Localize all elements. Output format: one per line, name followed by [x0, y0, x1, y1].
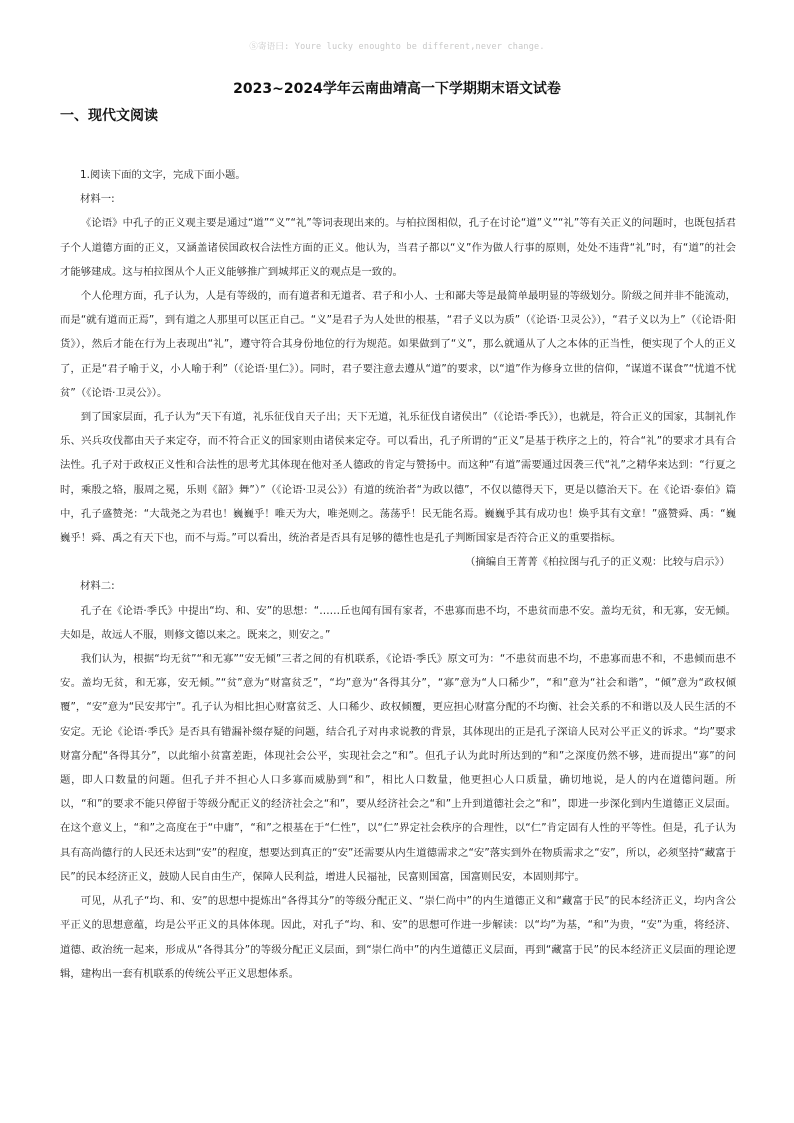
- paragraph: 个人伦理方面，孔子认为，人是有等级的，而有道者和无道者、君子和小人、士和鄙夫等是最简单最明显的等级划分。阶级之间并非不能流动，而是“就有道而正焉”，到有道之人那里可以匡正自己。“义”是君子为人处世的根基，“君子义以为质”（《论语·卫灵公》），“君子义以为上”（《论语·阳货》），然后才能在行为上表现出“礼”，遵守符合其身份地位的行为规范。如果做到了“义”，那么就通从了人之本体的正当性，便实现了个人的正义了，正是“君子喻于义，小人喻于利”（《论语·里仁》）。同时，君子要注意去遵从“道”的要求，以“道”作为修身立世的信仰，“谋道不谋食”“忧道不忧贫”（《论语·卫灵公》）。: [60, 290, 736, 399]
- material-label: 材料一:: [80, 193, 115, 206]
- material-label: 材料二:: [80, 580, 115, 593]
- paragraph: 可见，从孔子“均、和、安”的思想中提炼出“各得其分”的等级分配正义、“崇仁尚中”的内生道德正义和“藏富于民”的民本经济正义，均内含公平正义的思想意蕴，均是公平正义的具体体现。因此，对孔子“均、和、安”的思想可作进一步解读：以“均”为基，“和”为贵，“安”为重，将经济、道德、政治统一起来，形成从“各得其分”的等级分配正义层面，到“崇仁尚中”的内生道德正义层面，再到“藏富于民”的民本经济正义层面的理论逻辑，建构出一套有机联系的传统公平正义思想体系。: [60, 895, 736, 980]
- watermark-text: Ⓢ寄语曰: Youre lucky enoughto be different,never change.: [249, 42, 545, 52]
- source-citation: （摘编自王菁菁《柏拉图与孔子的正义观：比较与启示》）: [465, 556, 730, 569]
- section-heading: 一、现代文阅读: [60, 108, 158, 124]
- paragraph: 孔子在《论语·季氏》中提出“均、和、安”的思想：“……丘也闻有国有家者，不患寡而患不均，不患贫而患不安。盖均无贫，和无寡，安无倾。夫如是，故远人不服，则修文德以来之。既来之，则安之。”: [60, 604, 736, 641]
- page-title: 2023~2024学年云南曲靖高一下学期期末语文试卷: [233, 81, 561, 97]
- paragraph: 《论语》中孔子的正义观主要是通过“道”“义”“礼”等词表现出来的。与柏拉图相似，孔子在讨论“道”义”“礼”等有关正义的问题时，也既包括君子个人道德方面的正义，又涵盖诸侯国政权合法性方面的正义。他认为，当君子都以“义”作为做人行事的原则，处处不违背“礼”时，有“道”的社会才能够建成。这与柏拉图从个人正义能够推广到城邦正义的观点是一致的。: [60, 217, 736, 278]
- paragraph: 我们认为，根据“均无贫”“和无寡”“安无倾”三者之间的有机联系，《论语·季氏》原文可为：“不患贫而患不均，不患寡而患不和，不患倾而患不安。盖均无贫，和无寡，安无倾。”“贫”意为“财富贫乏”，“均”意为“各得其分”，“寡”意为“人口稀少”，“和”意为“社会和谐”，“倾”意为“政权倾覆”，“安”意为“民安邦宁”。孔子认为相比担心财富贫乏、人口稀少、政权倾覆，更应担心财富分配的不均衡、社会关系的不和谐以及人民生活的不安定。无论《论语·季氏》是否具有错漏补缀存疑的问题，结合孔子对冉求说教的背景，其体现出的正是孔子深谙人民对公平正义的诉求。“均”要求财富分配“各得其分”，以此缩小贫富差距，体现社会公平，实现社会之“和”。但孔子认为此时所达到的“和”之深度仍然不够，进而提出“寡”的问题，即人口数量的问题。但孔子并不担心人口多寡而威胁到“和”，相比人口数量，他更担心人口质量，确切地说，是人的内在道德问题。所以，“和”的要求不能只停留于等级分配正义的经济社会之“和”，要从经济社会之“和”上升到道德社会之“和”，即进一步深化到内生道德正义层面。在这个意义上，“和”之高度在于“中庸”，“和”之根基在于“仁性”，以“仁”界定社会秩序的合理性，以“仁”肯定固有人性的平等性。但是，孔子认为具有高尚德行的人民还未达到“安”的程度，想要达到真正的“安”还需要从内生道德需求之“安”落实到外在物质需求之“安”，所以，必须坚持“藏富于民”的民本经济正义，鼓励人民自由生产，保障人民利益，增进人民福祉，民富则国富，国富则民安，本固则邦宁。: [60, 653, 736, 883]
- paragraph: 到了国家层面，孔子认为“天下有道，礼乐征伐自天子出；天下无道，礼乐征伐自诸侯出”（《论语·季氏》），也就是，符合正义的国家，其制礼作乐、兴兵攻伐都由天子来定夺，而不符合正义的国家则由诸侯来定夺。可以看出，孔子所谓的“正义”是基于秩序之上的，符合“礼”的要求才具有合法性。孔子对于政权正义性和合法性的思考尤其体现在他对圣人德政的肯定与赞扬中。而这种“有道”需要通过因袭三代“礼”之精华来达到：“行夏之时，乘殷之辂，服周之冕，乐则《韶》舞”）”（《论语·卫灵公》）有道的统治者“为政以德”，不仅以德得天下，更是以德治天下。在《论语·泰伯》篇中，孔子盛赞尧：“大哉尧之为君也！巍巍乎！唯天为大，唯尧则之。荡荡乎！民无能名焉。巍巍乎其有成功也！焕乎其有文章！”盛赞舜、禹：“巍巍乎！舜、禹之有天下也，而不与焉。”可以看出，统治者是否具有足够的德性也是孔子判断国家是否符合正义的重要指标。: [60, 411, 736, 545]
- question-intro: 1.阅读下面的文字，完成下面小题。: [80, 169, 246, 181]
- reading-passage: [60, 163, 736, 986]
